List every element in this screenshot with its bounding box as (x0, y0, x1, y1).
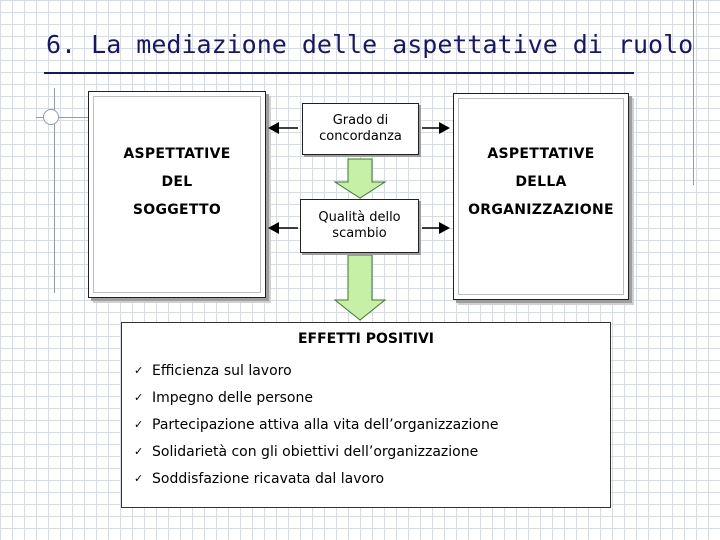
check-icon: ✓ (134, 391, 144, 404)
list-item (134, 438, 499, 465)
box-effetti-positivi (121, 322, 611, 508)
effect-text: Partecipazione attiva alla vita dell’organizzazione (152, 416, 499, 433)
list-item (134, 384, 499, 411)
slide-title: 6. La mediazione delle aspettative di ruolo (46, 30, 694, 59)
check-icon: ✓ (134, 418, 144, 431)
left-box-line-1: ASPETTATIVE (123, 146, 231, 162)
effect-text: Impegno delle persone (152, 389, 313, 406)
list-item (134, 357, 499, 384)
check-icon: ✓ (134, 364, 144, 377)
effect-text: Soddisfazione ricavata dal lavoro (152, 470, 385, 487)
top-center-line-2: concordanza (319, 129, 402, 144)
effect-text: Solidarietà con gli obiettivi dell’organizzazione (152, 443, 479, 460)
green-arrow-upper (335, 159, 385, 198)
box-qualita-scambio (300, 199, 419, 253)
mid-center-line-2: scambio (332, 226, 387, 241)
box-grado-concordanza (302, 103, 419, 155)
right-box-line-3: ORGANIZZAZIONE (468, 202, 614, 218)
list-item (134, 465, 499, 492)
effects-list (134, 357, 499, 492)
effects-title: EFFETTI POSITIVI (297, 331, 434, 347)
effect-text: Efficienza sul lavoro (152, 362, 292, 379)
left-box-line-2: DEL (161, 174, 193, 190)
mid-center-line-1: Qualità dello (318, 210, 401, 225)
check-icon: ✓ (134, 445, 144, 458)
top-center-line-1: Grado di (332, 113, 389, 128)
left-box-line-3: SOGGETTO (132, 202, 222, 218)
list-item (134, 411, 499, 438)
check-icon: ✓ (134, 472, 144, 485)
right-box-line-1: ASPETTATIVE (487, 146, 595, 162)
green-arrow-lower (335, 255, 385, 320)
right-box-line-2: DELLA (515, 174, 567, 190)
